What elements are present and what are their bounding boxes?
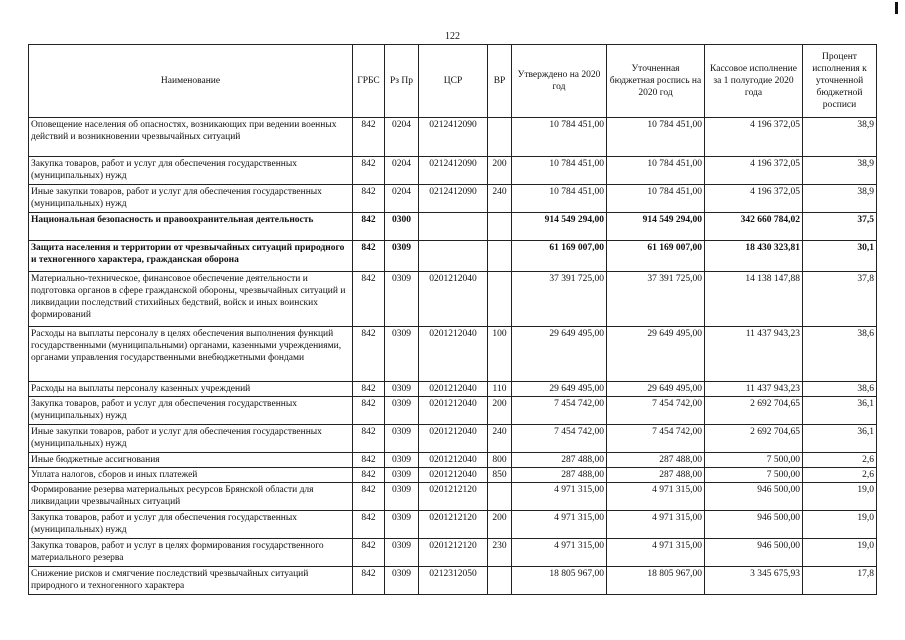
cell-grbs: 842 xyxy=(353,118,385,157)
cell-grbs: 842 xyxy=(353,327,385,382)
cell-percent: 38,6 xyxy=(803,382,877,397)
cell-refined: 4 971 315,00 xyxy=(607,511,705,539)
cell-rzpr: 0309 xyxy=(385,468,419,483)
header-vr: ВР xyxy=(488,45,512,118)
table-row xyxy=(29,483,877,511)
cell-refined: 10 784 451,00 xyxy=(607,185,705,213)
cell-csr: 0201212040 xyxy=(419,327,488,382)
table-row xyxy=(29,157,877,185)
header-cash: Кассовое исполнение за 1 полугодие 2020 года xyxy=(705,45,803,118)
cell-name: Закупка товаров, работ и услуг в целях формирования государственного материального резерва xyxy=(29,539,353,567)
cell-name: Материально-техническое, финансовое обеспечение деятельности и подготовка органов в сфере гражданской обороны, чрезвычайных ситуаций и ликвидации последствий стихийных бедствий, войск и иных воинских формирований xyxy=(29,272,353,327)
cell-rzpr: 0309 xyxy=(385,511,419,539)
cell-name: Снижение рисков и смягчение последствий чрезвычайных ситуаций природного и техногенного характера xyxy=(29,567,353,595)
cell-refined: 37 391 725,00 xyxy=(607,272,705,327)
cell-approved: 4 971 315,00 xyxy=(512,483,607,511)
cell-refined: 10 784 451,00 xyxy=(607,157,705,185)
cell-percent: 17,8 xyxy=(803,567,877,595)
cell-name: Национальная безопасность и правоохранительная деятельность xyxy=(29,213,353,241)
cell-vr xyxy=(488,118,512,157)
cell-csr xyxy=(419,213,488,241)
cell-percent: 38,9 xyxy=(803,157,877,185)
cell-csr: 0201212040 xyxy=(419,468,488,483)
cell-vr xyxy=(488,241,512,272)
cell-csr: 0212412090 xyxy=(419,185,488,213)
cell-approved: 29 649 495,00 xyxy=(512,382,607,397)
cell-name: Иные закупки товаров, работ и услуг для обеспечения государственных (муниципальных) нужд xyxy=(29,425,353,453)
table-body xyxy=(29,118,877,595)
header-approved: Утверждено на 2020 год xyxy=(512,45,607,118)
cell-rzpr: 0204 xyxy=(385,118,419,157)
table-row xyxy=(29,453,877,468)
cell-refined: 914 549 294,00 xyxy=(607,213,705,241)
cell-cash: 4 196 372,05 xyxy=(705,118,803,157)
cell-rzpr: 0309 xyxy=(385,567,419,595)
cell-cash: 946 500,00 xyxy=(705,539,803,567)
cell-vr xyxy=(488,272,512,327)
cell-grbs: 842 xyxy=(353,511,385,539)
cell-vr: 230 xyxy=(488,539,512,567)
cell-csr: 0201212120 xyxy=(419,483,488,511)
cell-rzpr: 0309 xyxy=(385,539,419,567)
table-header-row xyxy=(29,45,877,118)
cell-percent: 19,0 xyxy=(803,511,877,539)
cell-approved: 10 784 451,00 xyxy=(512,185,607,213)
edge-mark xyxy=(895,2,898,14)
cell-name: Закупка товаров, работ и услуг для обеспечения государственных (муниципальных) нужд xyxy=(29,397,353,425)
cell-approved: 287 488,00 xyxy=(512,453,607,468)
cell-percent: 37,8 xyxy=(803,272,877,327)
cell-approved: 37 391 725,00 xyxy=(512,272,607,327)
table-row xyxy=(29,468,877,483)
header-name: Наименование xyxy=(29,45,353,118)
cell-csr: 0201212040 xyxy=(419,397,488,425)
cell-vr: 850 xyxy=(488,468,512,483)
cell-grbs: 842 xyxy=(353,272,385,327)
table-row xyxy=(29,118,877,157)
cell-rzpr: 0309 xyxy=(385,382,419,397)
cell-approved: 18 805 967,00 xyxy=(512,567,607,595)
cell-cash: 4 196 372,05 xyxy=(705,185,803,213)
cell-csr: 0212312050 xyxy=(419,567,488,595)
table-row xyxy=(29,213,877,241)
cell-vr: 100 xyxy=(488,327,512,382)
cell-vr: 200 xyxy=(488,511,512,539)
cell-rzpr: 0309 xyxy=(385,425,419,453)
cell-rzpr: 0309 xyxy=(385,327,419,382)
cell-cash: 7 500,00 xyxy=(705,453,803,468)
cell-grbs: 842 xyxy=(353,213,385,241)
cell-vr: 200 xyxy=(488,157,512,185)
cell-csr: 0212412090 xyxy=(419,118,488,157)
cell-csr: 0212412090 xyxy=(419,157,488,185)
cell-grbs: 842 xyxy=(353,397,385,425)
cell-name: Расходы на выплаты персоналу в целях обеспечения выполнения функций государственными (муниципальными) органами, казенными учреждениями, органами управления государственными внебюджетными фондами xyxy=(29,327,353,382)
header-refined: Уточненная бюджетная роспись на 2020 год xyxy=(607,45,705,118)
table-row xyxy=(29,327,877,382)
cell-rzpr: 0204 xyxy=(385,157,419,185)
cell-approved: 10 784 451,00 xyxy=(512,118,607,157)
cell-rzpr: 0309 xyxy=(385,483,419,511)
cell-cash: 4 196 372,05 xyxy=(705,157,803,185)
cell-percent: 38,9 xyxy=(803,185,877,213)
cell-name: Защита населения и территории от чрезвычайных ситуаций природного и техногенного характера, гражданская оборона xyxy=(29,241,353,272)
cell-name: Расходы на выплаты персоналу казенных учреждений xyxy=(29,382,353,397)
cell-refined: 287 488,00 xyxy=(607,468,705,483)
cell-approved: 7 454 742,00 xyxy=(512,425,607,453)
cell-cash: 2 692 704,65 xyxy=(705,397,803,425)
cell-vr: 110 xyxy=(488,382,512,397)
cell-approved: 4 971 315,00 xyxy=(512,539,607,567)
cell-csr: 0201212040 xyxy=(419,425,488,453)
cell-name: Оповещение населения об опасностях, возникающих при ведении военных действий и возникновении чрезвычайных ситуаций xyxy=(29,118,353,157)
cell-grbs: 842 xyxy=(353,453,385,468)
cell-refined: 7 454 742,00 xyxy=(607,397,705,425)
cell-cash: 7 500,00 xyxy=(705,468,803,483)
cell-refined: 10 784 451,00 xyxy=(607,118,705,157)
cell-vr xyxy=(488,213,512,241)
cell-approved: 61 169 007,00 xyxy=(512,241,607,272)
cell-refined: 61 169 007,00 xyxy=(607,241,705,272)
cell-csr: 0201212040 xyxy=(419,272,488,327)
cell-name: Иные бюджетные ассигнования xyxy=(29,453,353,468)
cell-approved: 29 649 495,00 xyxy=(512,327,607,382)
table-row xyxy=(29,397,877,425)
cell-percent: 37,5 xyxy=(803,213,877,241)
cell-grbs: 842 xyxy=(353,539,385,567)
cell-vr: 240 xyxy=(488,425,512,453)
page-number: 122 xyxy=(445,31,460,42)
table-row xyxy=(29,185,877,213)
table-row xyxy=(29,511,877,539)
cell-name: Закупка товаров, работ и услуг для обеспечения государственных (муниципальных) нужд xyxy=(29,157,353,185)
cell-grbs: 842 xyxy=(353,157,385,185)
cell-percent: 36,1 xyxy=(803,397,877,425)
cell-refined: 29 649 495,00 xyxy=(607,382,705,397)
cell-approved: 10 784 451,00 xyxy=(512,157,607,185)
cell-cash: 14 138 147,88 xyxy=(705,272,803,327)
cell-percent: 38,6 xyxy=(803,327,877,382)
cell-approved: 4 971 315,00 xyxy=(512,511,607,539)
cell-name: Закупка товаров, работ и услуг для обеспечения государственных (муниципальных) нужд xyxy=(29,511,353,539)
cell-grbs: 842 xyxy=(353,468,385,483)
cell-rzpr: 0204 xyxy=(385,185,419,213)
header-percent: Процент исполнения к уточненной бюджетной росписи xyxy=(803,45,877,118)
cell-vr: 240 xyxy=(488,185,512,213)
cell-csr: 0201212120 xyxy=(419,539,488,567)
cell-name: Формирование резерва материальных ресурсов Брянской области для ликвидации чрезвычайных ситуаций xyxy=(29,483,353,511)
cell-refined: 287 488,00 xyxy=(607,453,705,468)
cell-refined: 29 649 495,00 xyxy=(607,327,705,382)
cell-refined: 4 971 315,00 xyxy=(607,539,705,567)
cell-approved: 287 488,00 xyxy=(512,468,607,483)
cell-refined: 4 971 315,00 xyxy=(607,483,705,511)
cell-approved: 914 549 294,00 xyxy=(512,213,607,241)
cell-name: Иные закупки товаров, работ и услуг для обеспечения государственных (муниципальных) нужд xyxy=(29,185,353,213)
table-row xyxy=(29,382,877,397)
cell-cash: 946 500,00 xyxy=(705,483,803,511)
table-row xyxy=(29,425,877,453)
cell-percent: 36,1 xyxy=(803,425,877,453)
cell-cash: 342 660 784,02 xyxy=(705,213,803,241)
cell-vr xyxy=(488,567,512,595)
cell-grbs: 842 xyxy=(353,382,385,397)
header-grbs: ГРБС xyxy=(353,45,385,118)
cell-refined: 18 805 967,00 xyxy=(607,567,705,595)
cell-percent: 38,9 xyxy=(803,118,877,157)
cell-csr xyxy=(419,241,488,272)
cell-vr: 200 xyxy=(488,397,512,425)
cell-csr: 0201212120 xyxy=(419,511,488,539)
cell-rzpr: 0309 xyxy=(385,453,419,468)
cell-csr: 0201212040 xyxy=(419,453,488,468)
budget-table xyxy=(28,44,877,595)
cell-name: Уплата налогов, сборов и иных платежей xyxy=(29,468,353,483)
cell-rzpr: 0309 xyxy=(385,397,419,425)
cell-cash: 11 437 943,23 xyxy=(705,382,803,397)
cell-vr: 800 xyxy=(488,453,512,468)
cell-cash: 2 692 704,65 xyxy=(705,425,803,453)
cell-cash: 11 437 943,23 xyxy=(705,327,803,382)
header-csr: ЦСР xyxy=(419,45,488,118)
cell-cash: 946 500,00 xyxy=(705,511,803,539)
cell-refined: 7 454 742,00 xyxy=(607,425,705,453)
cell-grbs: 842 xyxy=(353,483,385,511)
cell-csr: 0201212040 xyxy=(419,382,488,397)
cell-grbs: 842 xyxy=(353,185,385,213)
cell-cash: 3 345 675,93 xyxy=(705,567,803,595)
cell-rzpr: 0309 xyxy=(385,241,419,272)
cell-rzpr: 0300 xyxy=(385,213,419,241)
cell-grbs: 842 xyxy=(353,425,385,453)
table-row xyxy=(29,539,877,567)
cell-percent: 19,0 xyxy=(803,483,877,511)
header-rzpr: Рз Пр xyxy=(385,45,419,118)
table-row xyxy=(29,241,877,272)
cell-grbs: 842 xyxy=(353,241,385,272)
cell-grbs: 842 xyxy=(353,567,385,595)
cell-percent: 19,0 xyxy=(803,539,877,567)
cell-percent: 30,1 xyxy=(803,241,877,272)
cell-rzpr: 0309 xyxy=(385,272,419,327)
cell-percent: 2,6 xyxy=(803,468,877,483)
table-row xyxy=(29,272,877,327)
cell-vr xyxy=(488,483,512,511)
cell-cash: 18 430 323,81 xyxy=(705,241,803,272)
cell-approved: 7 454 742,00 xyxy=(512,397,607,425)
table-row xyxy=(29,567,877,595)
cell-percent: 2,6 xyxy=(803,453,877,468)
